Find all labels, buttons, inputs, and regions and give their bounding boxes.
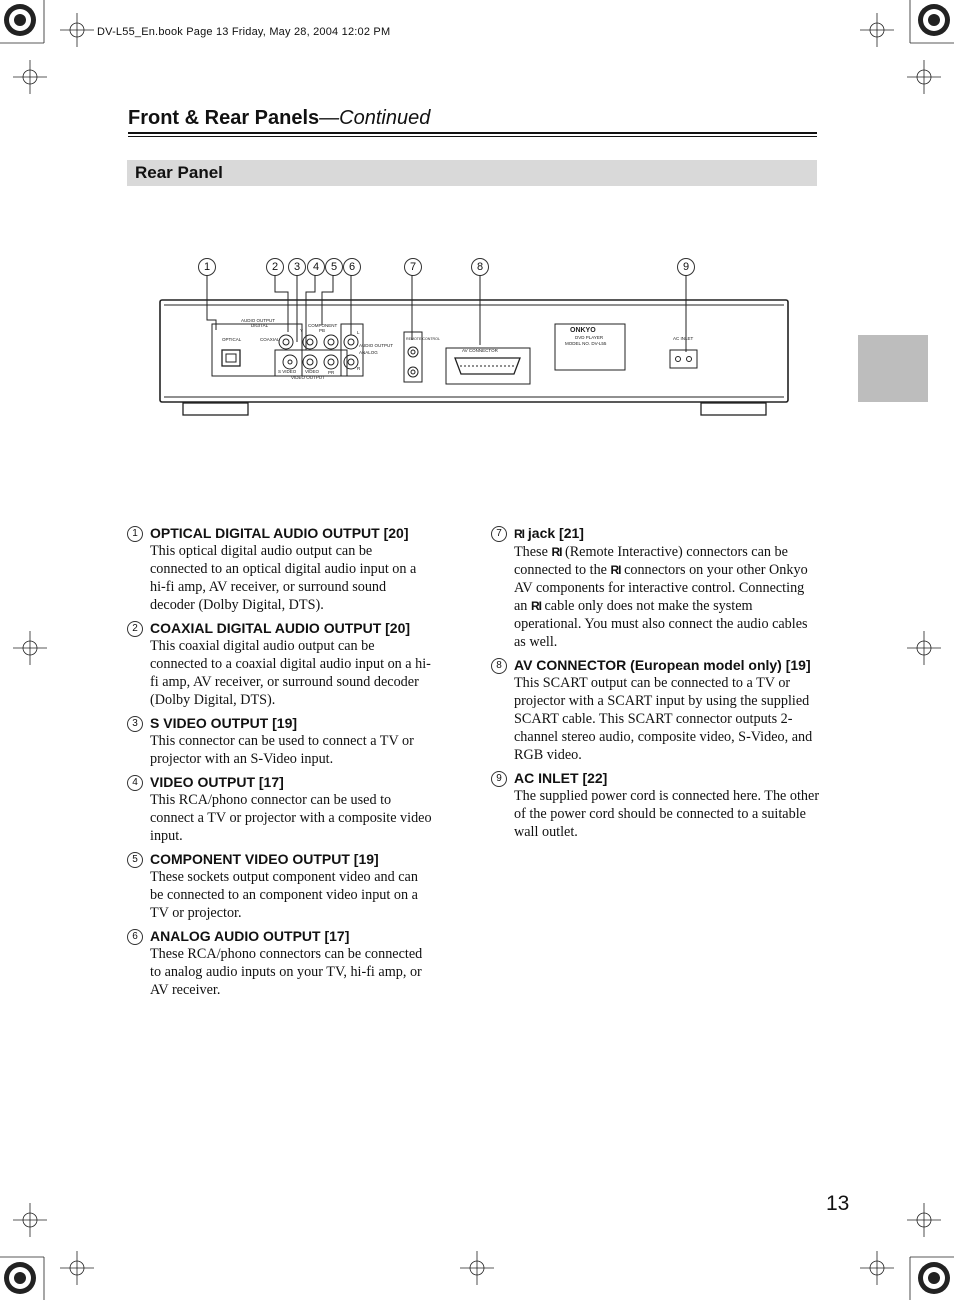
callout-4: 4 (307, 258, 325, 276)
item-number: 7 (491, 526, 507, 542)
item-title: AC INLET [22] (514, 770, 608, 786)
ri-icon: RI (610, 563, 621, 577)
item-title: COMPONENT VIDEO OUTPUT [19] (150, 851, 379, 867)
callout-9: 9 (677, 258, 695, 276)
list-item (127, 773, 432, 845)
item-title: OPTICAL DIGITAL AUDIO OUTPUT [20] (150, 525, 409, 541)
label-pr: PR (328, 370, 335, 375)
list-item (491, 524, 821, 651)
ri-icon: RI (551, 545, 562, 559)
rear-panel-diagram (150, 270, 800, 420)
label-r: R (357, 366, 361, 371)
item-body: This SCART output can be connected to a TV or projector with a SCART input by using the supplied SCART cable. This SCART connector outputs 2-channel stereo audio, composite video, S-Video, and RGB video. (514, 675, 813, 763)
item-body: This RCA/phono connector can be used to connect a TV or projector with a composite video input. (150, 792, 432, 844)
label-l: L (357, 330, 360, 335)
item-title: AV CONNECTOR (European model only) [19] (514, 657, 811, 673)
callout-6: 6 (343, 258, 361, 276)
section-title: Rear Panel (135, 163, 223, 182)
label-model: MODEL NO. DV-L55 (565, 341, 607, 346)
label-optical: OPTICAL (222, 337, 242, 342)
item-body: This connector can be used to connect a TV or projector with an S-Video input. (150, 733, 414, 767)
label-av-connector: AV CONNECTOR (462, 348, 498, 353)
item-title: S VIDEO OUTPUT [19] (150, 715, 298, 731)
item-number: 6 (127, 929, 143, 945)
list-item (491, 769, 821, 841)
list-item (127, 714, 432, 768)
item-body-part: These (514, 544, 552, 560)
item-number: 5 (127, 852, 143, 868)
label-pb: PB (319, 328, 326, 333)
label-remote-control: REMOTE CONTROL (406, 337, 440, 341)
item-body: This coaxial digital audio output can be connected to a coaxial digital audio input on a hi-fi amp, AV receiver, or surround sound decoder (Dolby Digital, DTS). (150, 638, 431, 708)
left-column (127, 524, 432, 1004)
label-analog: ANALOG (359, 350, 378, 355)
label-y: Y (300, 328, 304, 333)
item-number: 2 (127, 621, 143, 637)
page-number: 13 (826, 1192, 850, 1215)
item-body-part: cable only does not make the system operational. You must also connect the audio cables as well. (514, 598, 808, 650)
label-coaxial: COAXIAL (260, 337, 280, 342)
item-body: This optical digital audio output can be connected to an optical digital audio input on a hi-fi amp, AV receiver, or surround sound decoder (Dolby Digital, DTS). (150, 543, 417, 613)
ri-icon: RI (514, 527, 524, 541)
list-item (127, 927, 432, 999)
list-item (127, 850, 432, 922)
page-title-main: Front & Rear Panels (128, 107, 320, 129)
label-product: DVD PLAYER (575, 335, 604, 340)
list-item (491, 656, 821, 764)
right-column (491, 524, 821, 846)
callout-2: 2 (266, 258, 284, 276)
label-audio-output: AUDIO OUTPUT (241, 318, 276, 323)
item-body (514, 543, 821, 651)
item-number: 8 (491, 658, 507, 674)
callout-3: 3 (288, 258, 306, 276)
print-header: DV-L55_En.book Page 13 Friday, May 28, 2004 12:02 PM (97, 26, 391, 38)
label-digital: DIGITAL (251, 323, 269, 328)
label-video-output: VIDEO OUTPUT (291, 375, 325, 380)
label-component: COMPONENT (308, 323, 338, 328)
item-title (514, 524, 821, 543)
title-rule (128, 132, 817, 134)
item-number: 4 (127, 775, 143, 791)
item-title-text: jack [21] (524, 525, 584, 541)
section-band (127, 160, 817, 186)
item-body-part: (Remote Interactive) connectors can be connected to the (514, 544, 788, 578)
item-number: 9 (491, 771, 507, 787)
list-item (127, 619, 432, 709)
item-body: The supplied power cord is connected here. The other of the power cord should be connected to a suitable wall outlet. (514, 788, 820, 840)
callout-8: 8 (471, 258, 489, 276)
label-ac-inlet: AC INLET (673, 336, 694, 341)
label-brand: ONKYO (570, 327, 596, 334)
page-title (128, 107, 430, 130)
item-title: COAXIAL DIGITAL AUDIO OUTPUT [20] (150, 620, 411, 636)
item-body: These sockets output component video and can be connected to an component video input on a TV or projector. (150, 869, 418, 921)
item-number: 1 (127, 526, 143, 542)
page-edge-tab (858, 335, 928, 402)
title-rule-thin (128, 136, 817, 137)
label-audio-output-analog: AUDIO OUTPUT (359, 343, 394, 348)
item-title: ANALOG AUDIO OUTPUT [17] (150, 928, 350, 944)
label-video: VIDEO (305, 369, 320, 374)
item-body: These RCA/phono connectors can be connected to analog audio inputs on your TV, hi-fi amp, or AV receiver. (150, 946, 423, 998)
label-s-video: S VIDEO (278, 369, 297, 374)
item-title: VIDEO OUTPUT [17] (150, 774, 284, 790)
item-number: 3 (127, 716, 143, 732)
list-item (127, 524, 432, 614)
callout-1: 1 (198, 258, 216, 276)
item-body-part: connectors on your other Onkyo AV components for interactive control. Connecting an (514, 562, 808, 614)
callout-5: 5 (325, 258, 343, 276)
callout-7: 7 (404, 258, 422, 276)
page-title-suffix: —Continued (319, 107, 431, 129)
ri-icon: RI (530, 599, 541, 613)
